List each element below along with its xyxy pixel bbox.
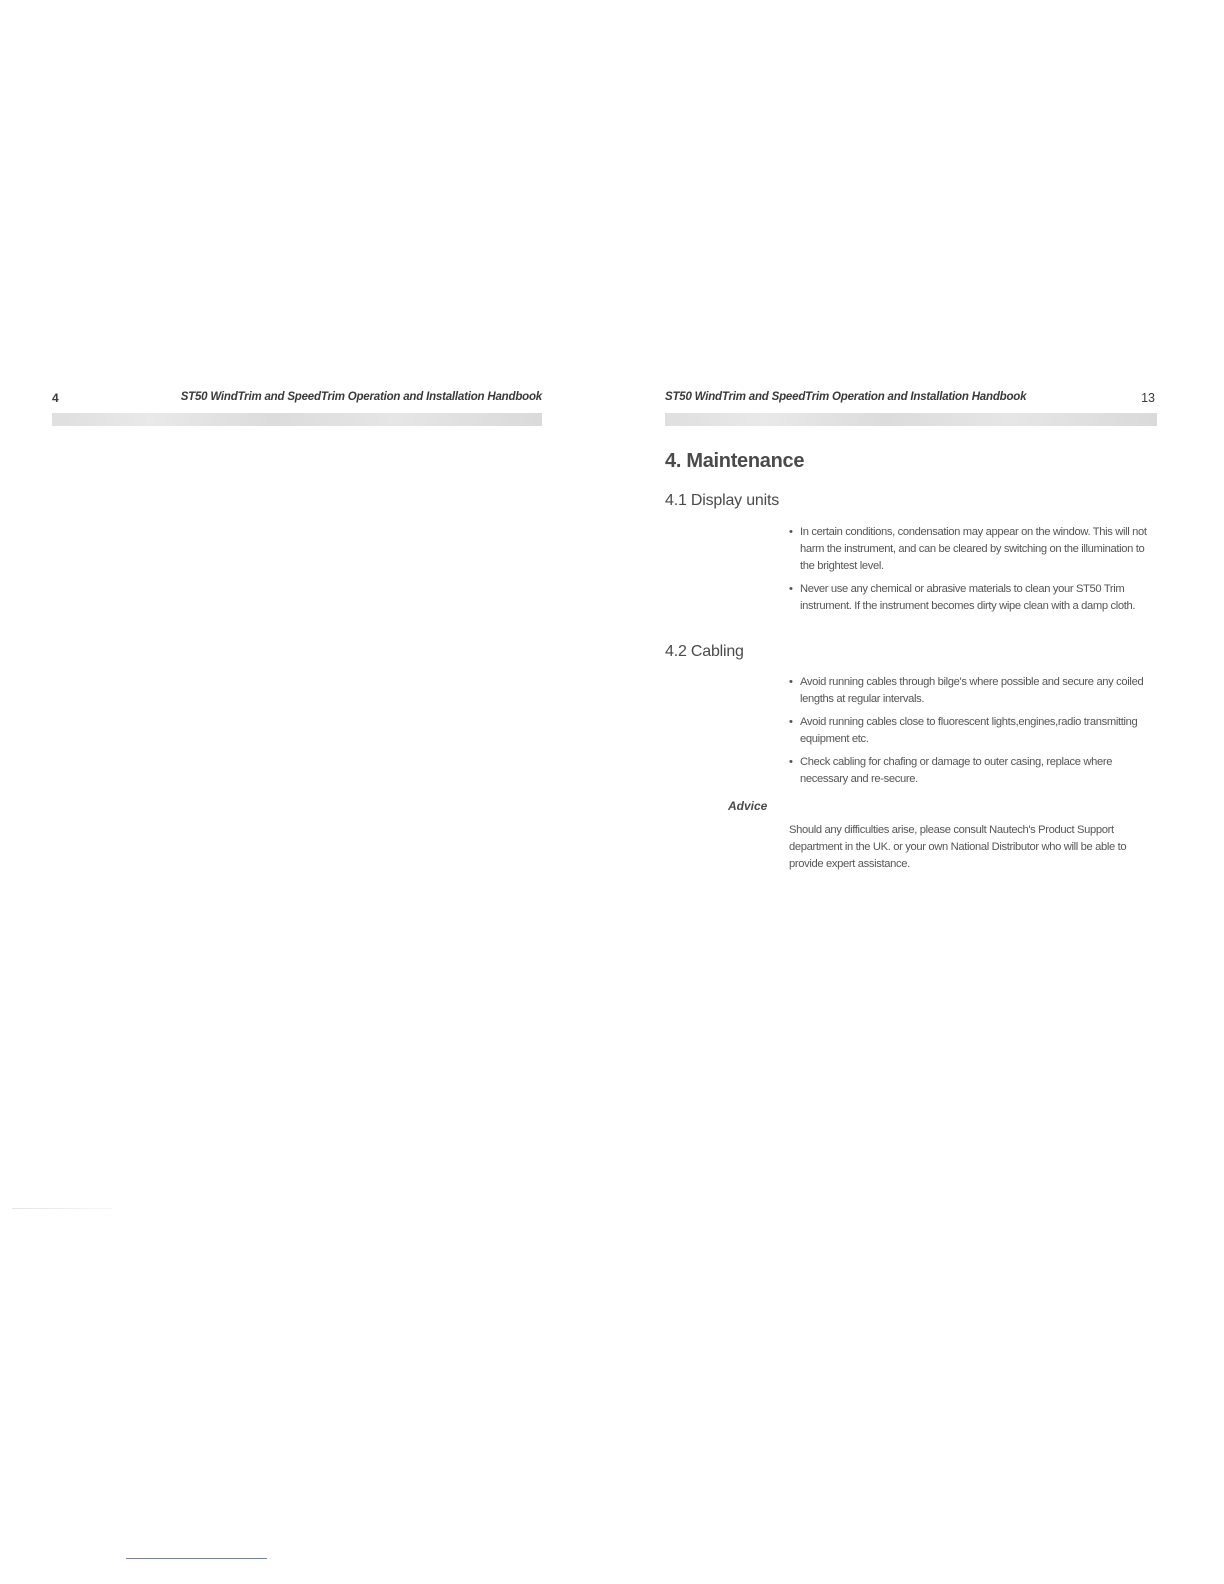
advice-label: Advice xyxy=(728,799,768,813)
section-title-display-units: 4.1 Display units xyxy=(665,492,779,509)
bullet-icon: • xyxy=(789,716,793,728)
list-item xyxy=(789,674,1157,708)
bullet-icon: • xyxy=(789,756,793,768)
display-units-bullet-list xyxy=(789,524,1157,621)
left-header-bar xyxy=(52,413,542,426)
bullet-icon: • xyxy=(789,676,793,688)
bullet-icon: • xyxy=(789,526,793,538)
cabling-bullet-list xyxy=(789,674,1157,794)
list-item xyxy=(789,581,1157,615)
bullet-text: In certain conditions, condensation may appear on the window. This will not harm the instrument, and can be cleared by switching on the illumination to the brightest level. xyxy=(800,526,1147,572)
right-page-header-title: ST50 WindTrim and SpeedTrim Operation and Installation Handbook xyxy=(665,391,1027,403)
footer-underline xyxy=(126,1558,267,1559)
chapter-title: 4. Maintenance xyxy=(665,450,805,472)
scan-divider-line xyxy=(12,1208,112,1209)
bullet-text: Avoid running cables through bilge's where possible and secure any coiled lengths at regular intervals. xyxy=(800,676,1144,705)
advice-text: Should any difficulties arise, please consult Nautech's Product Support department in the UK. or your own National Distributor who will be able to provide expert assistance. xyxy=(789,824,1127,870)
bullet-text: Check cabling for chafing or damage to outer casing, replace where necessary and re-secure. xyxy=(800,756,1113,785)
list-item xyxy=(789,754,1157,788)
right-header-bar xyxy=(665,413,1157,426)
section-title-cabling: 4.2 Cabling xyxy=(665,643,744,660)
bullet-text: Avoid running cables close to fluorescent lights,engines,radio transmitting equipment etc. xyxy=(800,716,1138,745)
list-item xyxy=(789,524,1157,575)
bullet-icon: • xyxy=(789,583,793,595)
right-page-number: 13 xyxy=(1141,391,1155,405)
left-page-header-title: ST50 WindTrim and SpeedTrim Operation and Installation Handbook xyxy=(180,391,542,403)
bullet-text: Never use any chemical or abrasive materials to clean your ST50 Trim instrument. If the instrument becomes dirty wipe clean with a damp cloth. xyxy=(800,583,1136,612)
left-page-number: 4 xyxy=(52,391,59,405)
list-item xyxy=(789,714,1157,748)
